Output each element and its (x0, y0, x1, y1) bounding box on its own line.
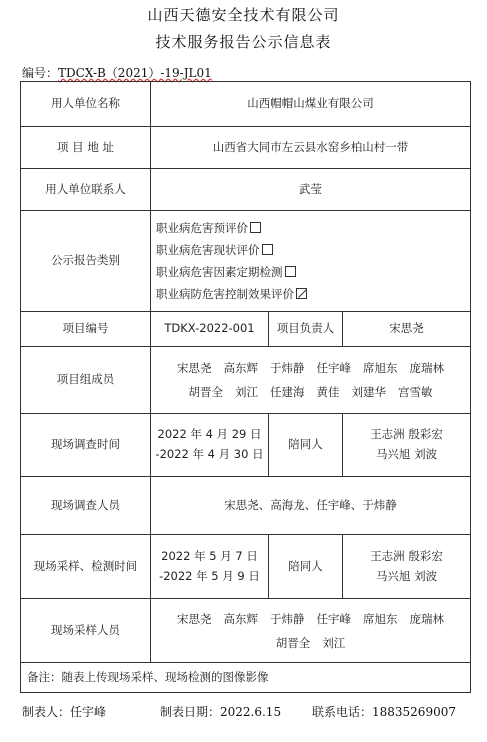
checkbox-icon (250, 222, 261, 233)
table-maker: 制表人：任宇峰 (22, 705, 107, 719)
member-name: 宫雪敏 (398, 385, 433, 399)
member-name: 刘江 (235, 385, 259, 399)
accompany-label: 陪同人 (269, 414, 343, 477)
members-list (151, 347, 471, 414)
survey-time-end: -2022 年 4 月 30 日 (155, 447, 264, 461)
row-address (21, 127, 471, 169)
member-name: 席旭东 (363, 361, 398, 375)
report-type-option (156, 261, 466, 283)
member-name: 于炜静 (270, 361, 305, 375)
accompany-names: 王志洲 殷彩宏 (370, 427, 443, 442)
row-employer (21, 82, 471, 127)
report-type-option-label: 职业病危害现状评价 (156, 243, 260, 257)
report-type-option-label: 职业病防危害控制效果评价 (156, 287, 294, 301)
row-project-no (21, 312, 471, 347)
row-sampling-time (21, 535, 471, 599)
sampling-time-end: -2022 年 5 月 9 日 (159, 568, 260, 583)
checkbox-icon (262, 244, 273, 255)
row-contact (21, 169, 471, 211)
address-value: 山西省大同市左云县水窑乡柏山村一带 (151, 127, 471, 169)
sampling-time-label: 现场采样、检测时间 (21, 535, 151, 599)
row-note (21, 663, 471, 693)
report-type-option-label: 职业病危害因素定期检测 (156, 265, 283, 279)
report-type-option (156, 217, 466, 239)
member-name: 胡晋全 (275, 635, 311, 650)
checkbox-icon (285, 266, 296, 277)
project-lead-value: 宋思尧 (343, 312, 471, 347)
checkbox-checked-icon (296, 288, 307, 299)
document-number-label: 编号： (22, 66, 59, 80)
survey-time-start: 2022 年 4 月 29 日 (157, 427, 262, 442)
row-members (21, 347, 471, 414)
table-date: 制表日期：2022.6.15 (160, 705, 282, 719)
sampling-time-value (151, 535, 269, 599)
accompany-names: 王志洲 殷彩宏 (370, 548, 443, 563)
row-sampling-staff (21, 599, 471, 663)
accompany-label: 陪同人 (269, 535, 343, 599)
sampling-staff-label: 现场采样人员 (21, 599, 151, 663)
members-label: 项目组成员 (21, 347, 151, 414)
sampling-staff-list (151, 599, 471, 663)
document-number (22, 64, 212, 81)
row-survey-staff (21, 477, 471, 535)
employer-label: 用人单位名称 (21, 82, 151, 127)
report-type-option (156, 239, 466, 261)
member-name: 任宇峰 (316, 361, 352, 375)
report-type-label: 公示报告类别 (21, 211, 151, 312)
row-survey-time (21, 414, 471, 477)
member-name: 刘建华 (351, 385, 387, 399)
member-name: 席旭东 (363, 611, 398, 626)
note: 备注：随表上传现场采样、现场检测的图像影像 (21, 663, 471, 693)
employer-value: 山西帽帽山煤业有限公司 (151, 82, 471, 127)
report-type-option-label: 职业病危害预评价 (156, 221, 248, 235)
accompany-names: 马兴旭 刘波 (375, 447, 438, 461)
member-name: 任宇峰 (316, 611, 352, 626)
sampling-time-start: 2022 年 5 月 7 日 (161, 548, 258, 563)
accompany-names: 马兴旭 刘波 (375, 568, 438, 583)
report-type-option (156, 283, 466, 305)
address-label: 项 目 地 址 (21, 127, 151, 169)
member-name: 高东辉 (223, 611, 259, 626)
accompany-value (343, 414, 471, 477)
survey-time-value (151, 414, 269, 477)
document-title: 技术服务报告公示信息表 (155, 33, 332, 51)
member-name: 高东辉 (223, 361, 259, 375)
member-name: 于炜静 (270, 611, 305, 626)
info-table (20, 81, 471, 693)
survey-time-label: 现场调查时间 (21, 414, 151, 477)
member-name: 任建海 (270, 385, 305, 399)
report-type-options (151, 211, 471, 312)
row-report-type (21, 211, 471, 312)
member-name: 宋思尧 (177, 361, 212, 375)
document-number-value: TDCX-B（2021）-19-JL01 (58, 66, 212, 80)
contact-value: 武莹 (151, 169, 471, 211)
project-no-label: 项目编号 (21, 312, 151, 347)
member-name: 刘江 (322, 635, 346, 650)
member-name: 胡晋全 (188, 385, 224, 399)
survey-staff-value: 宋思尧、高海龙、任宇峰、于炜静 (151, 477, 471, 535)
contact-phone: 联系电话：18835269007 (312, 705, 456, 719)
project-lead-label: 项目负责人 (269, 312, 343, 347)
contact-label: 用人单位联系人 (21, 169, 151, 211)
project-no-value: TDKX-2022-001 (151, 312, 269, 347)
member-name: 宋思尧 (177, 611, 212, 626)
member-name: 庞瑞林 (409, 361, 445, 375)
accompany-value (343, 535, 471, 599)
company-name: 山西天德安全技术有限公司 (147, 6, 340, 24)
survey-staff-label: 现场调查人员 (21, 477, 151, 535)
member-name: 黄佳 (316, 385, 340, 399)
member-name: 庞瑞林 (409, 611, 445, 626)
